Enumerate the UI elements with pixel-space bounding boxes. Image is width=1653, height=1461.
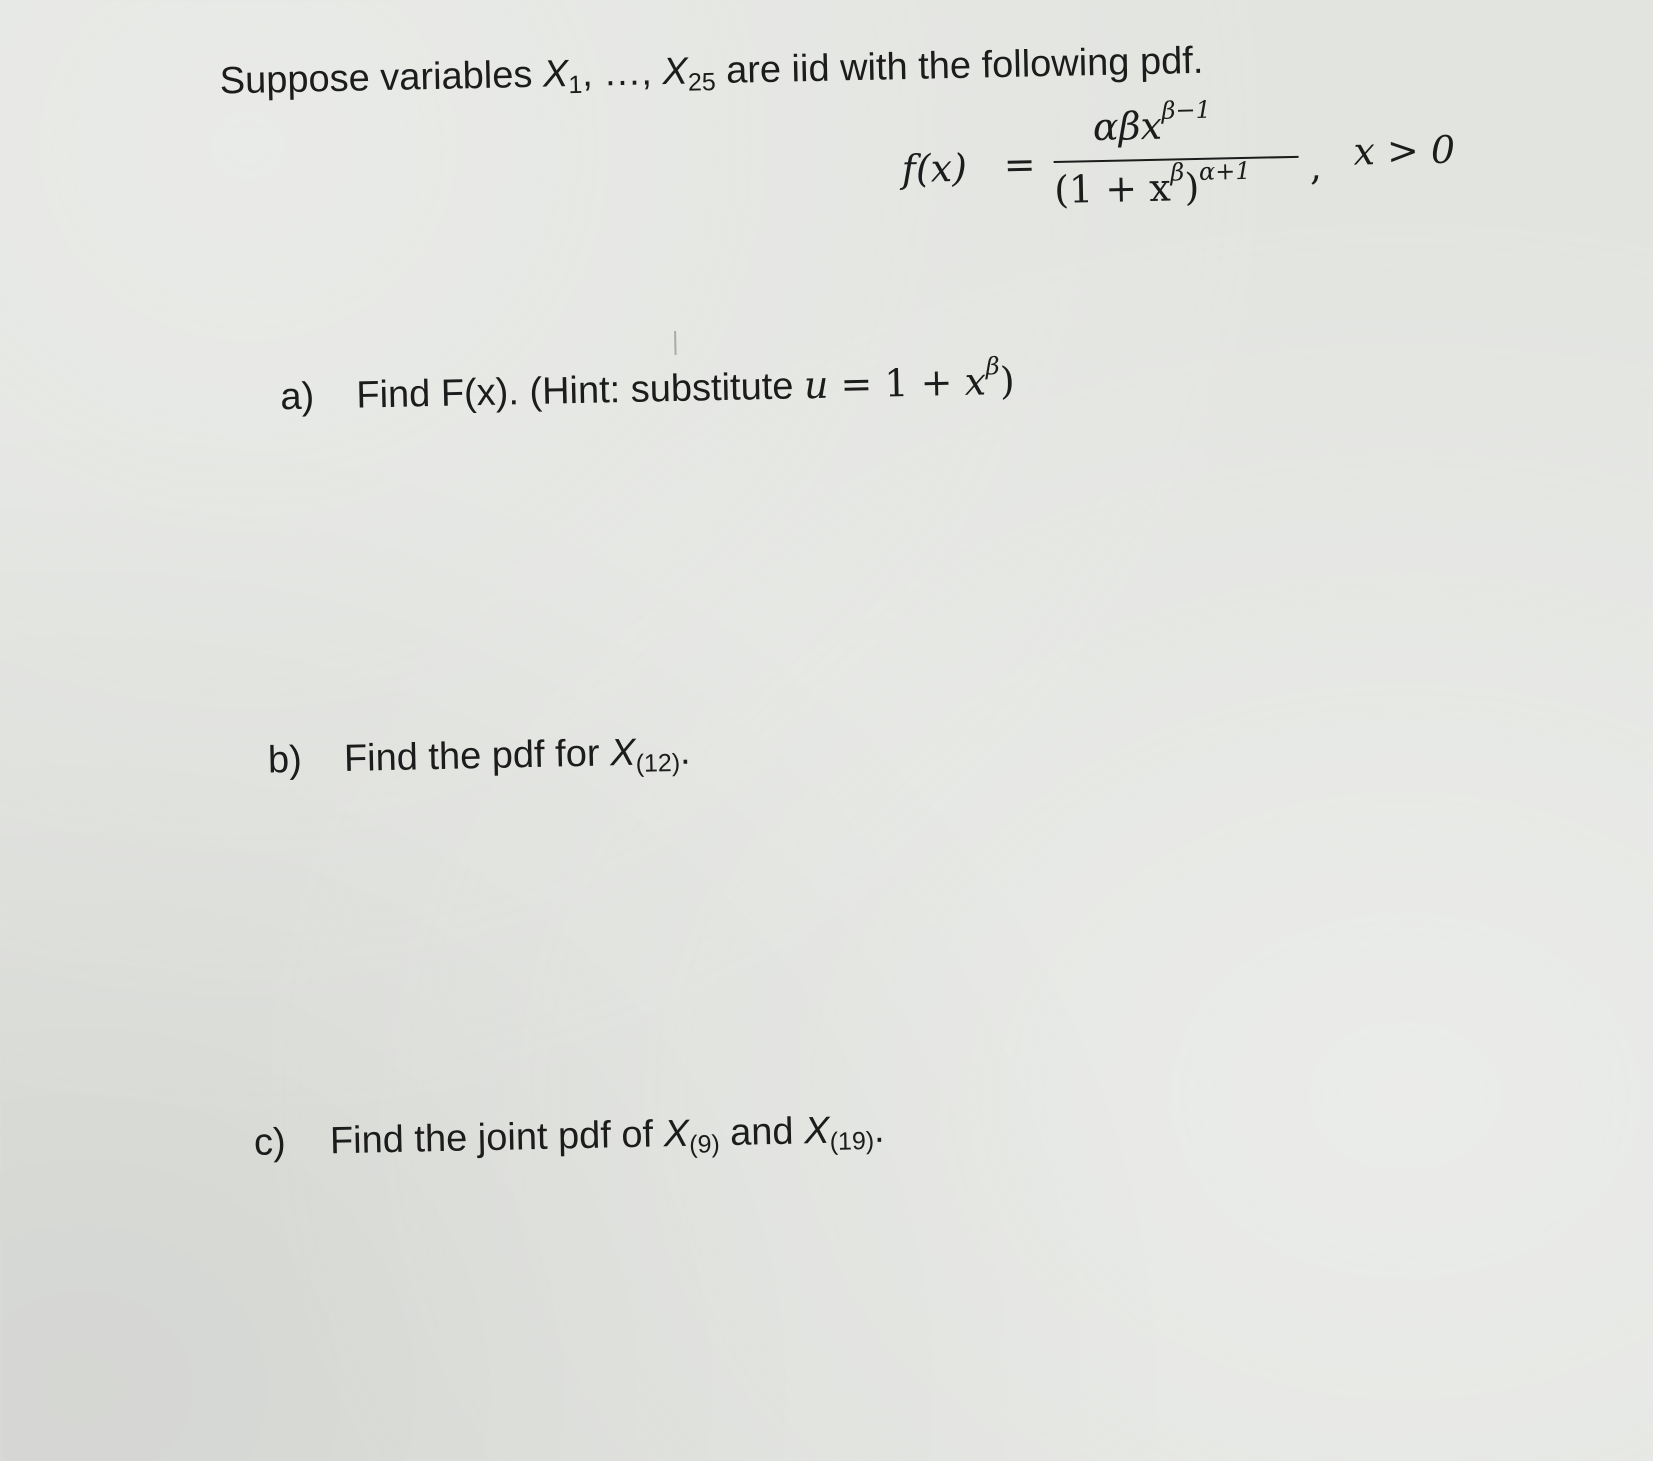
intro-var2: X (661, 50, 689, 94)
question-c-label: c) (253, 1121, 287, 1164)
question-a-label: a) (279, 375, 315, 419)
numerator-exponent: β−1 (1161, 95, 1212, 125)
question-b-end: . (679, 730, 691, 773)
formula-fraction (1052, 95, 1304, 216)
question-c-var2: X (803, 1109, 830, 1153)
hint-close: ) (999, 358, 1016, 404)
question-c (254, 1108, 885, 1167)
question-a-text: Find F(x). (Hint: substitute (355, 365, 805, 417)
question-c-end: . (873, 1108, 885, 1151)
formula-lhs: f(x) (901, 145, 968, 192)
question-b-var-sub: (12) (635, 748, 681, 778)
denominator-base: (1 + x (1053, 165, 1172, 212)
hint-exponent: β (985, 352, 1000, 381)
numerator-base: αβx (1092, 103, 1163, 150)
problem-intro (219, 39, 1204, 105)
hint-x: x (964, 359, 987, 404)
question-b (268, 730, 691, 784)
intro-var2-sub: 25 (687, 68, 717, 97)
intro-text-after: are iid with the following pdf. (715, 39, 1204, 93)
denominator-exponent: α+1 (1198, 156, 1251, 186)
question-c-var2-sub: (19) (829, 1126, 875, 1156)
question-b-var: X (609, 731, 636, 775)
denominator-inner-exponent: β (1170, 158, 1185, 187)
formula-denominator (1053, 156, 1252, 212)
question-a (279, 352, 1016, 421)
intro-text-before: Suppose variables (219, 53, 544, 103)
question-b-label: b) (267, 738, 303, 782)
pencil-mark (674, 331, 677, 355)
question-c-mid: and (719, 1110, 805, 1155)
denominator-close: ) (1184, 164, 1200, 210)
intro-var1: X (542, 53, 569, 96)
question-c-text: Find the joint pdf of (329, 1113, 665, 1163)
formula-separator: , (1309, 144, 1323, 189)
question-b-text: Find the pdf for (343, 732, 611, 780)
question-c-var1: X (663, 1112, 690, 1156)
question-c-var1-sub: (9) (688, 1130, 721, 1159)
formula-numerator (1092, 95, 1212, 150)
intro-mid: , …, (581, 51, 663, 95)
formula-condition: x > 0 (1353, 127, 1456, 174)
intro-var1-sub: 1 (568, 70, 583, 100)
hint-equation: = 1 + (827, 359, 966, 407)
formula-equals: = (1003, 142, 1036, 188)
hint-u: u (803, 362, 829, 408)
